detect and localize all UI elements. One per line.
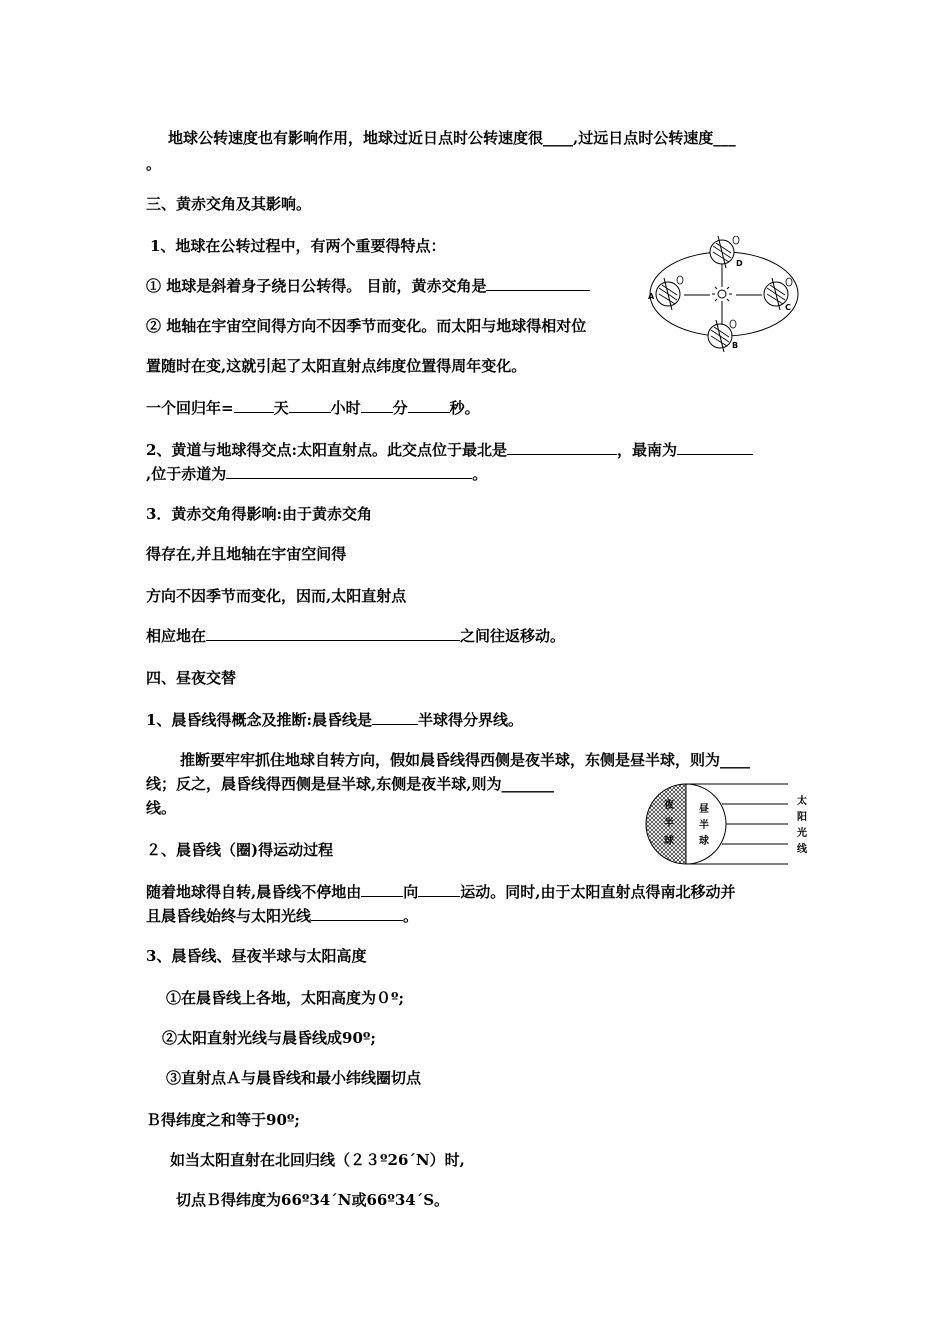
sec3-ecliptic-angle-line (146, 276, 590, 296)
sunlight-label-char: 光 (797, 828, 807, 839)
sec4-example-1: 如当太阳直射在北回归线（２３º26´N）时, (170, 1151, 465, 1169)
sec3-point-3-cont-1: 得存在,并且地轴在宇宙空间得 (146, 545, 347, 563)
sec3-ecliptic-angle-text: ① 地球是斜着身子绕日公转得。 目前，黄赤交角是 (146, 277, 487, 295)
sec4-point-1-text: 1、晨昏线得概念及推断:晨昏线是 (146, 711, 372, 729)
sec3-point-3-text: 相应地在 (146, 627, 207, 645)
unit-second: 秒。 (449, 399, 480, 417)
sec3-equator-text: ,位于赤道为 (146, 465, 227, 483)
sec4-sunlight-text: 且晨昏线始终与太阳光线 (146, 907, 312, 925)
sec4-point-1-end: 半球得分界线。 (417, 711, 523, 729)
section-3-title: 三、黄赤交角及其影响。 (146, 195, 312, 213)
sec4-point-3-item-2: ②太阳直射光线与晨昏线成90º; (162, 1029, 376, 1047)
unit-hour: 小时 (330, 399, 361, 417)
blank-field (677, 440, 753, 455)
sec4-motion-text: 运动。同时,由于太阳直射点得南北移动并 (460, 883, 736, 901)
orbit-speed-line: 地球公转速度也有影响作用，地球过近日点时公转速度很____,过远日点时公转速度___ (168, 129, 736, 147)
blank-field (361, 882, 403, 897)
sec4-inference-line-1: 推断要牢牢抓住地球自转方向，假如晨昏线得西侧是夜半球，东侧是昼半球，则为____ (180, 751, 751, 769)
blank-field (418, 882, 460, 897)
sec3-subsolar-change: 置随时在变,这就引起了太阳直射点纬度位置得周年变化。 (146, 357, 527, 375)
sec3-point-3: 3．黄赤交角得影响:由于黄赤交角 (146, 505, 372, 523)
sec4-point-3-item-3-cont: Ｂ得纬度之和等于90º; (146, 1111, 300, 1129)
sec3-equator-line (146, 464, 487, 484)
night-label-char: 半 (664, 818, 674, 829)
orbit-label-b: B (732, 341, 739, 350)
sun-icon (712, 284, 732, 304)
sec3-point-3-cont-2: 方向不因季节而变化，因而,太阳直射点 (146, 587, 407, 605)
period: 。 (403, 907, 419, 925)
sunlight-label-char: 太 (797, 796, 807, 807)
blank-field (234, 398, 274, 413)
blank-field (226, 464, 472, 479)
blank-field (372, 710, 418, 725)
day-label-char: 半 (699, 820, 709, 831)
tropical-year-line (146, 398, 480, 418)
tropical-year-label: 一个回归年= (146, 399, 234, 417)
sec3-point-2-text: 2、黄道与地球得交点:太阳直射点。此交点位于最北是 (146, 441, 507, 459)
sec4-inference-line-2: 线；反之，晨昏线得西侧是昼半球,东侧是夜半球,则为_______ (146, 775, 554, 793)
blank-field (486, 276, 590, 291)
day-label-char: 球 (699, 836, 709, 847)
sec4-point-2-title: ２、晨昏线（圈)得运动过程 (146, 841, 334, 859)
sec4-point-2-line-1 (146, 882, 735, 902)
night-label-char: 球 (664, 836, 674, 847)
orbit-label-c: C (785, 303, 791, 312)
blank-field (361, 398, 393, 413)
sec3-point-3-end: 之间往返移动。 (460, 627, 566, 645)
earth-orbit-diagram (640, 236, 808, 354)
section-4-title: 四、昼夜交替 (146, 669, 237, 687)
day-night-diagram (640, 782, 812, 868)
sunlight-label-char: 线 (797, 844, 807, 855)
sec4-point-3-item-3: ③直射点Ａ与晨昏线和最小纬线圈切点 (166, 1069, 422, 1087)
sec4-point-2-line-2 (146, 906, 418, 926)
sec3-southmost-text: ，最南为 (616, 441, 677, 459)
orbit-label-a: A (648, 292, 655, 301)
sec3-axis-direction: ② 地轴在宇宙空间得方向不因季节而变化。而太阳与地球得相对位 (146, 317, 587, 335)
unit-minute: 分 (392, 399, 408, 417)
day-label-char: 昼 (699, 804, 709, 815)
blank-field (408, 398, 450, 413)
orbit-speed-line-end: 。 (146, 155, 162, 173)
sunlight-label-char: 阳 (797, 812, 807, 823)
blank-field (289, 398, 331, 413)
sec4-rotation-text: 随着地球得自转,晨昏线不停地由 (146, 883, 362, 901)
sec4-inference-line-3: 线。 (146, 799, 177, 817)
night-label-char: 夜 (664, 800, 674, 811)
blank-field (206, 626, 460, 641)
sec3-point-2-line (146, 440, 753, 460)
blank-field (507, 440, 617, 455)
unit-day: 天 (273, 399, 289, 417)
sec4-example-2: 切点Ｂ得纬度为66º34´N或66º34´S。 (176, 1191, 450, 1209)
sec4-direction-text: 向 (403, 883, 419, 901)
sec3-point-3-cont-3 (146, 626, 565, 646)
orbit-label-d: D (736, 259, 743, 268)
period: 。 (472, 465, 488, 483)
sec4-point-3-item-1: ①在晨昏线上各地，太阳高度为０º; (166, 989, 405, 1007)
earth-position-a (656, 276, 683, 310)
sec3-point-1: 1、地球在公转过程中，有两个重要得特点： (150, 237, 446, 255)
sec4-point-3-title: 3、晨昏线、昼夜半球与太阳高度 (146, 947, 367, 965)
sec4-point-1-line (146, 710, 523, 730)
blank-field (311, 906, 403, 921)
